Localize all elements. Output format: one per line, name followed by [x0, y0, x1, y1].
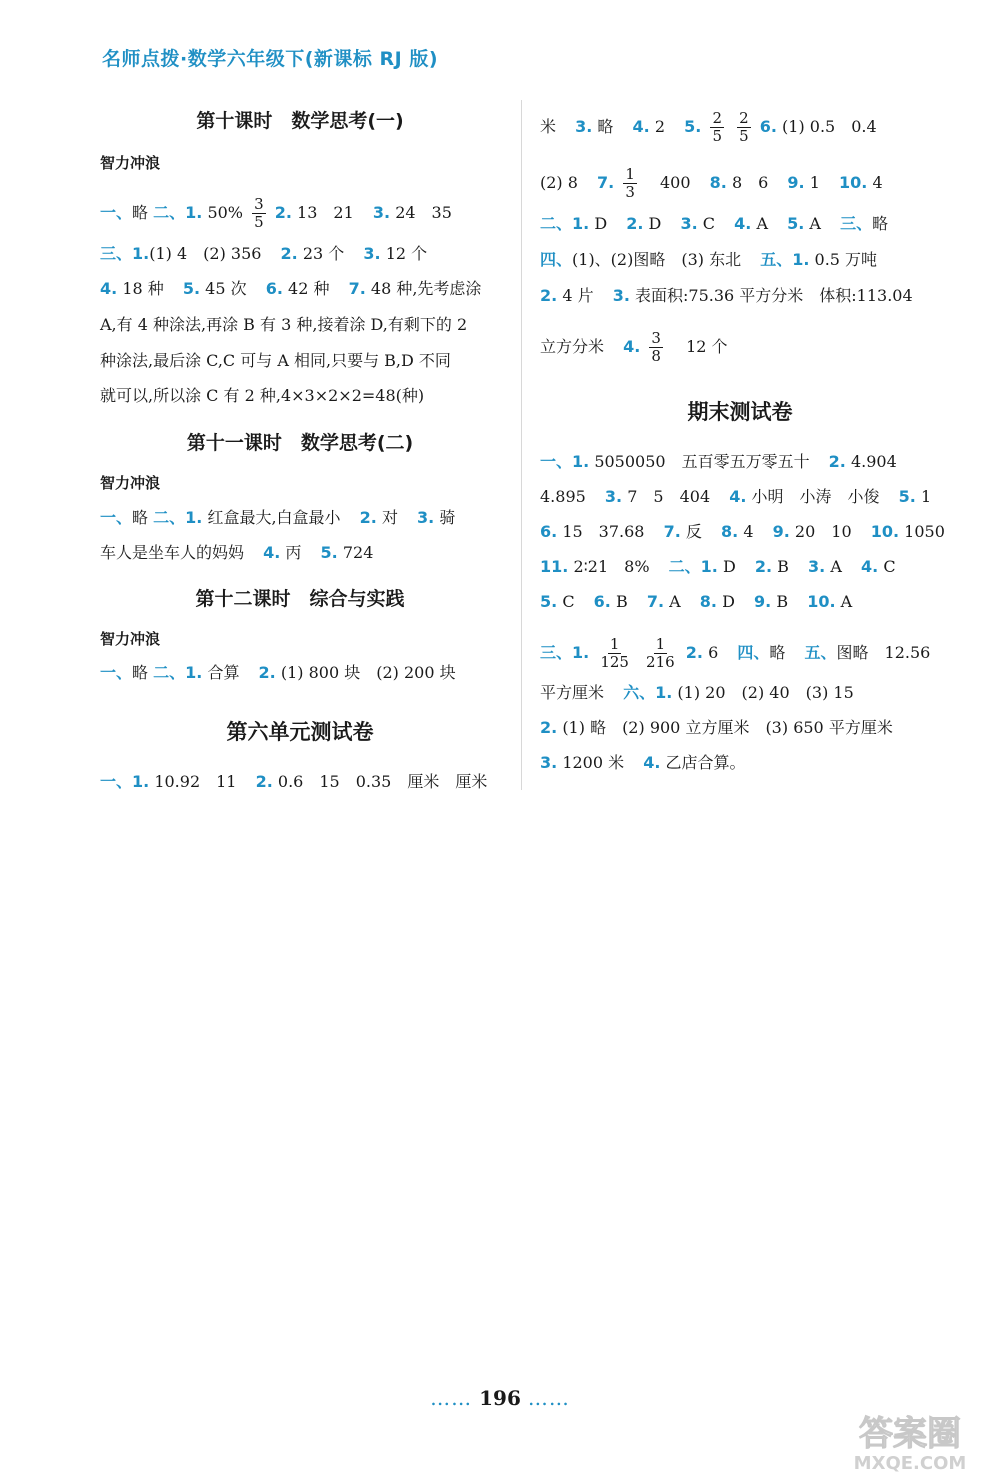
answer-line: 二、1. D 2. D 3. C 4. A 5. A 三、略: [540, 214, 889, 233]
answer-line: (2) 8 7. $\frac{1}{3}$ 400 8. 8 6 9. 1 10. 4: [540, 165, 883, 201]
fraction: $\frac{1}{3}$: [625, 165, 635, 201]
section-title-lesson-10: 第十课时 数学思考(一): [196, 110, 404, 132]
section-title-final-exam: 期末测试卷: [687, 400, 793, 424]
fraction: $\frac{3}{5}$: [254, 195, 264, 231]
svg-text:答案圈: 答案圈: [859, 1414, 961, 1454]
answer-line: 4.895 3. 7 5 404 4. 小明 小涛 小俊 5. 1: [540, 487, 932, 506]
section-title-unit-6-test: 第六单元测试卷: [226, 720, 374, 744]
answer-line: 三、1. $\frac{1}{125}$ $\frac{1}{216}$ 2. 6 四、略 五、图略 12.56: [540, 635, 931, 671]
answer-line: 4. 18 种 5. 45 次 6. 42 种 7. 48 种,先考虑涂: [100, 279, 482, 298]
answer-line: 就可以,所以涂 C 有 2 种,4×3×2×2=48(种): [100, 386, 425, 405]
answer-line: 一、略 二、1. 50% $\frac{3}{5}$ 2. 13 21 3. 24 35: [100, 195, 452, 231]
answer-line: 一、1. 5050050 五百零五万零五十 2. 4.904: [540, 452, 897, 471]
answer-line: 一、略 二、1. 红盒最大,白盒最小 2. 对 3. 骑: [100, 508, 456, 527]
answer-line: 四、(1)、(2)图略 (3) 东北 五、1. 0.5 万吨: [540, 250, 878, 269]
site-watermark-logo: [835, 1405, 985, 1475]
answer-line: 三、1.(1) 4 (2) 356 2. 23 个 3. 12 个: [100, 244, 428, 263]
answer-line: A,有 4 种涂法,再涂 B 有 3 种,接着涂 D,有剩下的 2: [100, 315, 468, 334]
answer-line: 立方分米 4. $\frac{3}{8}$ 12 个: [540, 329, 728, 365]
fraction: $\frac{1}{125}$: [600, 635, 629, 671]
answer-line: 2. 4 片 3. 表面积:75.36 平方分米 体积:113.04: [540, 286, 913, 305]
column-divider: [521, 100, 522, 790]
fraction: $\frac{2}{5}$: [739, 109, 749, 145]
page-number-footer: …… 196 ……: [430, 1386, 570, 1410]
answer-line: 车人是坐车人的妈妈 4. 丙 5. 724: [100, 543, 374, 562]
fraction: $\frac{2}{5}$: [712, 109, 722, 145]
answer-line: 5. C 6. B 7. A 8. D 9. B 10. A: [540, 592, 853, 611]
fraction: $\frac{3}{8}$: [651, 329, 661, 365]
answer-line: 2. (1) 略 (2) 900 立方厘米 (3) 650 平方厘米: [540, 718, 893, 737]
answer-line: 3. 1200 米 4. 乙店合算。: [540, 753, 746, 772]
section-title-lesson-12: 第十二课时 综合与实践: [195, 588, 405, 610]
page-number: 196: [479, 1386, 521, 1410]
subsection-label: 智力冲浪: [100, 474, 161, 492]
answer-line: 一、略 二、1. 合算 2. (1) 800 块 (2) 200 块: [100, 663, 456, 682]
book-header-title: 名师点拨·数学六年级下(新课标 RJ 版): [102, 48, 439, 70]
answer-line: 11. 2∶21 8% 二、1. D 2. B 3. A 4. C: [540, 557, 896, 576]
answer-line: 平方厘米 六、1. (1) 20 (2) 40 (3) 15: [540, 683, 854, 702]
answer-line: 一、1. 10.92 11 2. 0.6 15 0.35 厘米 厘米: [100, 772, 488, 791]
subsection-label: 智力冲浪: [100, 154, 161, 172]
answer-line: 种涂法,最后涂 C,C 可与 A 相同,只要与 B,D 不同: [100, 351, 451, 370]
subsection-label: 智力冲浪: [100, 630, 161, 648]
fraction: $\frac{1}{216}$: [646, 635, 675, 671]
answer-line: 米 3. 略 4. 2 5. $\frac{2}{5}$ $\frac{2}{5}$ 6. (1) 0.5 0.4: [540, 109, 877, 145]
section-title-lesson-11: 第十一课时 数学思考(二): [186, 432, 414, 454]
answer-line: 6. 15 37.68 7. 反 8. 4 9. 20 10 10. 1050: [540, 522, 945, 541]
svg-text:MXQE.COM: MXQE.COM: [853, 1453, 967, 1474]
